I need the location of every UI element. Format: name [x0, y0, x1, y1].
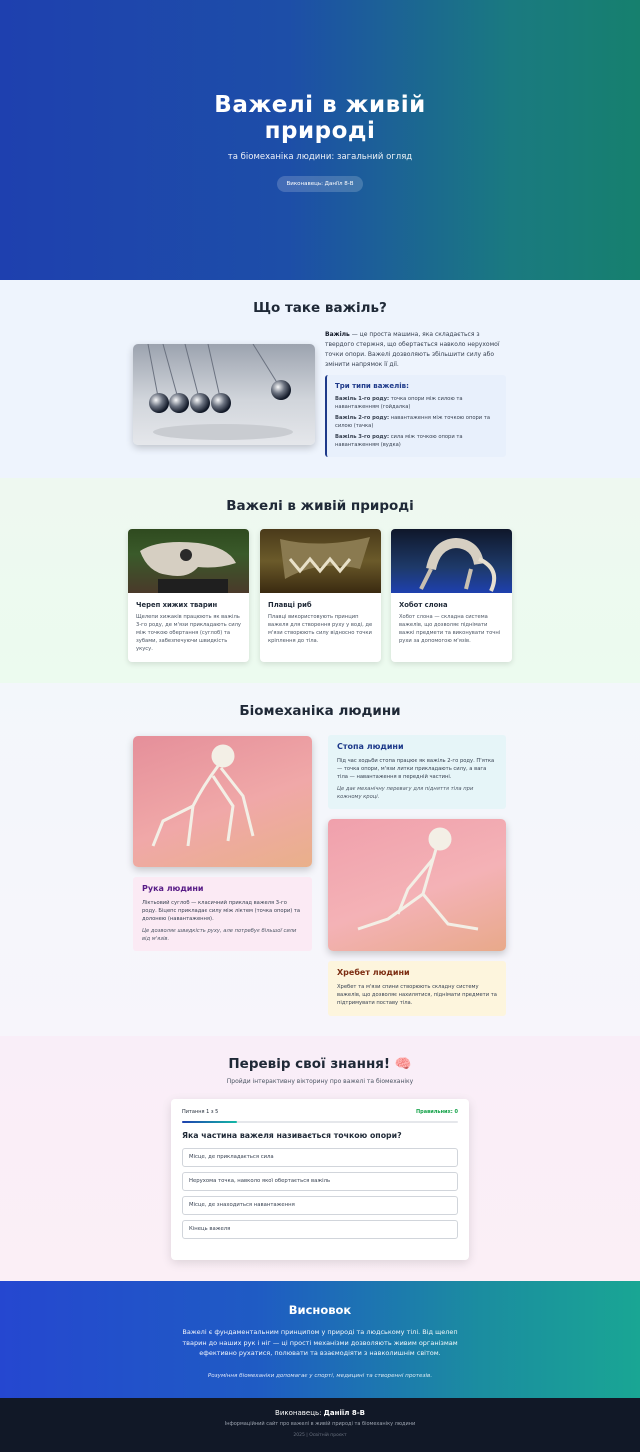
quiz-title: Перевір свої знання! 🧠	[228, 1056, 412, 1072]
card-predator-skull	[128, 529, 249, 662]
arm-text: Ліктьовий суглоб — класичний приклад важеля 3-го роду. Біцепс прикладає силу між ліктем (точка опори) та долонею (навантаження).	[142, 900, 301, 922]
footer-description: Інформаційний сайт про важелі в живій природі та біомеханіку людини	[224, 1421, 416, 1427]
conclusion-text: Важелі є фундаментальним принципом у природі та людському тілі. Від щелеп тварин до наших рук і ніг — ці прості механізми дозволяють живим організмам ефективно рухатися, полювати та взаємодіяти з навколишнім світом.	[182, 1328, 458, 1357]
conclusion-section	[0, 1281, 640, 1398]
progress-fill	[182, 1121, 237, 1123]
footer-copyright: 2025 | Освітній проєкт	[293, 1433, 347, 1438]
hero-title: Важелі в живій природі	[214, 92, 426, 144]
foot-text: Під час ходьби стопа працює як важіль 2-го роду. П'ятка — точка опори, м'язи литки прикладають силу, а вага тіла — навантаження в передній частині.	[337, 758, 495, 780]
lever-definition: Важіль — це проста машина, яка складається з твердого стержня, що обертається навколо нерухомої точки опори. Важелі дозволяють збільшити силу або змінити напрямок її дії.	[325, 331, 500, 368]
card-title: Хобот слона	[399, 601, 448, 609]
lever-type-1: Важіль 1-го роду: точка опори між силою та навантаженням (гойдалка)	[335, 396, 463, 410]
conclusion-title: Висновок	[288, 1303, 352, 1317]
footer	[0, 1398, 640, 1452]
section-title: Важелі в живій природі	[226, 498, 414, 514]
card-fish-fins	[260, 529, 381, 662]
what-is-lever-section	[0, 280, 640, 478]
question-counter: Питання 1 з 5	[182, 1109, 219, 1115]
quiz-header	[182, 1109, 458, 1115]
score-counter: Правильних: 0	[415, 1109, 458, 1115]
spine-info-box	[328, 961, 506, 1016]
card-text: Щелепи хижаків працюють як важіль 3-го роду, де м'язи прикладають силу між точкою обертання (суглоб) та зубами, забезпечуючи швидкість укусу.	[136, 614, 241, 652]
section-title: Біомеханіка людини	[239, 703, 401, 719]
lever-type-3: Важіль 3-го роду: сила між точкою опори та навантаженням (вудка)	[335, 434, 463, 448]
fish-jaw-image	[260, 529, 381, 593]
arm-title: Рука людини	[142, 884, 204, 893]
spine-title: Хребет людини	[337, 968, 410, 977]
card-title: Плавці риб	[268, 601, 312, 609]
answer-option[interactable]: Кінець важеля	[182, 1220, 458, 1239]
answer-option[interactable]: Місце, де знаходиться навантаження	[182, 1196, 458, 1215]
quiz-question: Яка частина важеля називається точкою опори?	[182, 1131, 402, 1140]
progress-bar	[182, 1121, 458, 1123]
hero-section	[0, 0, 640, 280]
quiz-lead: Пройди інтерактивну вікторину про важелі та біомеханіку	[226, 1078, 414, 1085]
footer-author: Виконавець: Даніїл 8-В	[275, 1409, 365, 1417]
skull-image	[128, 529, 249, 593]
answer-option[interactable]: Місце, де прикладається сила	[182, 1148, 458, 1167]
lever-type-2: Важіль 2-го роду: навантаження між точкою опори та силою (тачка)	[335, 415, 491, 429]
biomechanics-section	[0, 683, 640, 1036]
foot-note: Це дає механічну перевагу для підняття тіла при кожному кроці.	[337, 786, 474, 800]
quiz-card	[171, 1099, 469, 1260]
arm-info-box	[133, 877, 312, 951]
lever-types-box	[325, 375, 506, 457]
hero-subtitle: та біомеханіка людини: загальний огляд	[227, 152, 413, 162]
card-text: Хобот слона — складна система важелів, що дозволяє піднімати важкі предмети та виконувати точні рухи за допомогою м'язів.	[399, 614, 501, 644]
card-text: Плавці використовують принцип важеля для створення руху у воді, де м'язи створюють силу відносно точки кріплення до тіла.	[268, 614, 373, 644]
spine-text: Хребет та м'язи спини створюють складну систему важелів, що дозволяє нахилятися, піднімати предмети та підтримувати поставу тіла.	[337, 984, 497, 1006]
arm-note: Це дозволяє швидкість руху, але потребує більшої сили від м'язів.	[142, 928, 297, 942]
mammoth-image	[391, 529, 512, 593]
answer-option[interactable]: Нерухома точка, навколо якої обертається важіль	[182, 1172, 458, 1191]
author-badge: Виконавець: Даніїл 8-В	[277, 176, 362, 192]
skeleton-sitting-image	[328, 819, 506, 951]
foot-title: Стопа людини	[337, 742, 404, 751]
foot-info-box	[328, 735, 506, 809]
conclusion-note: Розуміння біомеханіки допомагає у спорті, медицині та створенні протезів.	[207, 1372, 433, 1379]
lever-types-title: Три типи важелів:	[335, 382, 409, 390]
card-elephant-trunk	[391, 529, 512, 662]
skeleton-crawling-image	[133, 736, 312, 867]
newtons-cradle-image	[133, 344, 315, 445]
card-title: Череп хижих тварин	[136, 601, 218, 609]
section-title: Що таке важіль?	[253, 300, 387, 316]
